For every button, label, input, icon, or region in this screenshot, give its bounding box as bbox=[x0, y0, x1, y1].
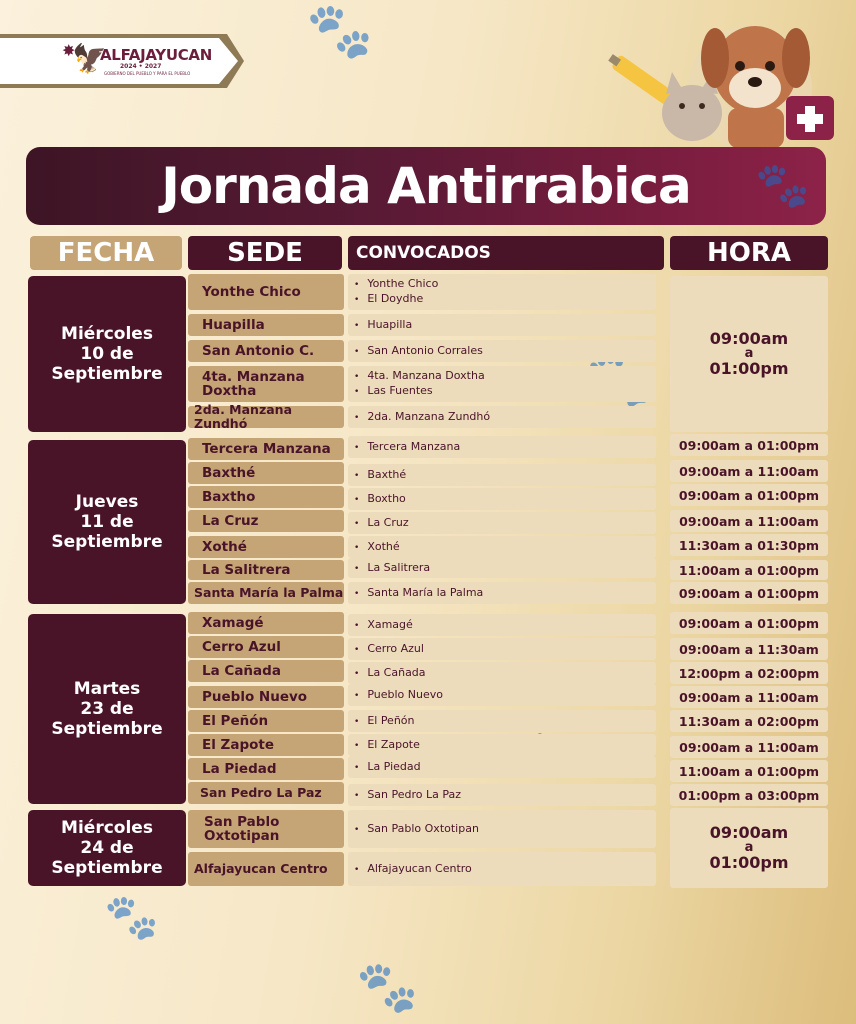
convocados-cell bbox=[348, 662, 656, 684]
hora-cell: 12:00pm a 02:00pm bbox=[670, 662, 828, 684]
sede-cell: El Peñón bbox=[188, 710, 344, 732]
hora-cell: 09:00am a 11:00am bbox=[670, 686, 828, 708]
convocado-item: • 4ta. Manzana Doxtha bbox=[354, 369, 485, 384]
bird-icon: 🦅 bbox=[72, 42, 107, 75]
date-month: Septiembre bbox=[51, 364, 163, 384]
date-block bbox=[28, 614, 186, 804]
logo-years: 2024 • 2027 bbox=[120, 63, 162, 70]
sede-cell: El Zapote bbox=[188, 734, 344, 756]
date-day: Miércoles bbox=[61, 324, 153, 344]
page-title: Jornada Antirrabica bbox=[161, 157, 691, 215]
convocado-item: • 2da. Manzana Zundhó bbox=[354, 410, 490, 425]
sede-cell: La Salitrera bbox=[188, 560, 344, 580]
convocado-item: • Alfajayucan Centro bbox=[354, 862, 472, 877]
hora-cell: 09:00am a 11:00am bbox=[670, 736, 828, 758]
convocado-item: • Xamagé bbox=[354, 618, 413, 633]
sede-cell: Cerro Azul bbox=[188, 636, 344, 658]
convocados-cell bbox=[348, 274, 656, 310]
date-block bbox=[28, 440, 186, 604]
hora-cell bbox=[670, 808, 828, 888]
convocado-item: • La Piedad bbox=[354, 760, 421, 775]
convocado-item: • San Antonio Corrales bbox=[354, 344, 483, 359]
sede-cell: Baxtho bbox=[188, 486, 344, 508]
convocado-item: • Pueblo Nuevo bbox=[354, 688, 443, 703]
sede-cell: Alfajayucan Centro bbox=[188, 852, 344, 886]
hora-cell: 09:00am a 11:00am bbox=[670, 460, 828, 482]
sede-cell: Yonthe Chico bbox=[188, 274, 344, 310]
convocados-cell bbox=[348, 582, 656, 604]
hora-cell: 09:00am a 01:00pm bbox=[670, 484, 828, 506]
hora-cell: 11:00am a 01:00pm bbox=[670, 760, 828, 782]
date-month: Septiembre bbox=[51, 532, 163, 552]
convocado-item: • El Doydhe bbox=[354, 292, 423, 307]
convocado-item: • Boxtho bbox=[354, 492, 406, 507]
hora-end: 01:00pm bbox=[709, 853, 789, 872]
convocados-cell bbox=[348, 558, 656, 578]
convocado-item: • San Pablo Oxtotipan bbox=[354, 822, 479, 837]
date-day: Miércoles bbox=[61, 818, 153, 838]
header-hora: HORA bbox=[670, 236, 828, 270]
sede-label: San Pablo Oxtotipan bbox=[204, 814, 280, 844]
logo-name: ALFAJAYUCAN bbox=[100, 46, 212, 64]
hora-cell: 09:00am a 01:00pm bbox=[670, 434, 828, 456]
convocado-item: • San Pedro La Paz bbox=[354, 788, 461, 803]
convocados-cell bbox=[348, 340, 656, 362]
convocados-cell bbox=[348, 488, 656, 510]
convocados-cell bbox=[348, 710, 656, 732]
sede-cell: Pueblo Nuevo bbox=[188, 686, 344, 708]
header-convocados: CONVOCADOS bbox=[348, 236, 664, 270]
sede-cell: Baxthé bbox=[188, 462, 344, 484]
sede-cell: La Cruz bbox=[188, 510, 344, 532]
paw-print-icon: 🐾 bbox=[356, 958, 419, 1016]
convocado-item: • Baxthé bbox=[354, 468, 406, 483]
convocados-cell bbox=[348, 810, 656, 848]
header-sede: SEDE bbox=[188, 236, 342, 270]
hora-cell: 01:00pm a 03:00pm bbox=[670, 784, 828, 806]
date-number: 24 de bbox=[80, 838, 134, 858]
date-block bbox=[28, 810, 186, 886]
convocados-cell bbox=[348, 852, 656, 886]
convocado-item: • La Salitrera bbox=[354, 561, 430, 576]
sede-cell: Xamagé bbox=[188, 612, 344, 634]
convocado-item: • Las Fuentes bbox=[354, 384, 433, 399]
paw-print-icon: 🐾 bbox=[755, 160, 810, 211]
date-month: Septiembre bbox=[51, 719, 163, 739]
convocado-item: • La Cañada bbox=[354, 666, 426, 681]
hora-cell: 09:00am a 11:00am bbox=[670, 510, 828, 532]
hora-sep: a bbox=[744, 346, 754, 361]
hora-cell: 11:30am a 01:30pm bbox=[670, 534, 828, 556]
convocados-cell bbox=[348, 784, 656, 806]
sede-cell: 2da. Manzana Zundhó bbox=[188, 406, 344, 428]
sede-cell: San Antonio C. bbox=[188, 340, 344, 362]
date-month: Septiembre bbox=[51, 858, 163, 878]
convocados-cell bbox=[348, 314, 656, 336]
sede-cell: La Cañada bbox=[188, 660, 344, 682]
header-fecha: FECHA bbox=[30, 236, 182, 270]
sede-cell bbox=[188, 810, 344, 848]
date-number: 11 de bbox=[80, 512, 134, 532]
convocados-cell bbox=[348, 512, 656, 534]
convocados-cell bbox=[348, 436, 656, 458]
date-block bbox=[28, 276, 186, 432]
sede-cell: La Piedad bbox=[188, 758, 344, 780]
sede-cell: Tercera Manzana bbox=[188, 438, 344, 460]
sede-cell: Xothé bbox=[188, 536, 344, 558]
convocados-cell bbox=[348, 406, 656, 428]
date-number: 23 de bbox=[80, 699, 134, 719]
sede-cell: San Pedro La Paz bbox=[188, 782, 344, 804]
convocado-item: • Yonthe Chico bbox=[354, 277, 438, 292]
date-number: 10 de bbox=[80, 344, 134, 364]
star-icon: ✸ bbox=[62, 41, 76, 60]
hora-cell: 11:30am a 02:00pm bbox=[670, 710, 828, 732]
paw-print-icon: 🐾 bbox=[306, 0, 374, 62]
convocados-cell bbox=[348, 684, 656, 706]
sede-cell: Huapilla bbox=[188, 314, 344, 336]
convocado-item: • Santa María la Palma bbox=[354, 586, 483, 601]
hora-cell: 09:00am a 01:00pm bbox=[670, 612, 828, 634]
hora-cell bbox=[670, 276, 828, 432]
convocados-cell bbox=[348, 756, 656, 778]
convocado-item: • Tercera Manzana bbox=[354, 440, 460, 455]
convocado-item: • Cerro Azul bbox=[354, 642, 424, 657]
convocados-cell bbox=[348, 366, 656, 402]
convocado-item: • El Peñón bbox=[354, 714, 415, 729]
convocado-item: • El Zapote bbox=[354, 738, 420, 753]
hora-cell: 11:00am a 01:00pm bbox=[670, 560, 828, 580]
logo-tagline: GOBIERNO DEL PUEBLO Y PARA EL PUEBLO bbox=[104, 71, 191, 76]
hora-sep: a bbox=[744, 840, 754, 855]
convocado-item: • Xothé bbox=[354, 540, 400, 555]
dog-cat-vaccine-illustration bbox=[600, 8, 840, 148]
convocados-cell bbox=[348, 536, 656, 558]
hora-cell: 09:00am a 01:00pm bbox=[670, 582, 828, 604]
title-banner bbox=[26, 147, 826, 225]
convocados-cell bbox=[348, 464, 656, 486]
hora-start: 09:00am bbox=[709, 329, 789, 348]
convocados-cell bbox=[348, 734, 656, 756]
convocado-item: • La Cruz bbox=[354, 516, 409, 531]
convocado-item: • Huapilla bbox=[354, 318, 412, 333]
paw-print-icon: 🐾 bbox=[104, 892, 159, 943]
hora-start: 09:00am bbox=[709, 823, 789, 842]
convocados-cell bbox=[348, 614, 656, 636]
date-day: Jueves bbox=[75, 492, 139, 512]
sede-cell: 4ta. Manzana Doxtha bbox=[188, 366, 344, 402]
date-day: Martes bbox=[73, 679, 141, 699]
hora-end: 01:00pm bbox=[709, 359, 789, 378]
hora-cell: 09:00am a 11:30am bbox=[670, 638, 828, 660]
sede-cell: Santa María la Palma bbox=[188, 582, 344, 604]
convocados-cell bbox=[348, 638, 656, 660]
